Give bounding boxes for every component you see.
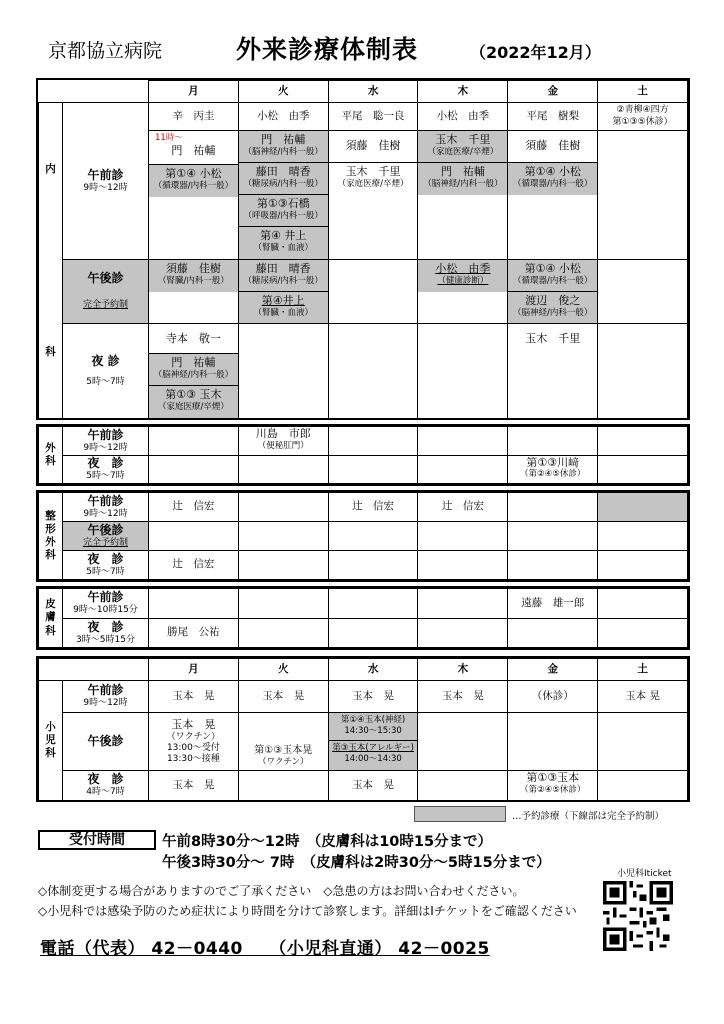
dept-geka xyxy=(39,427,63,484)
session-name: 夜 診 xyxy=(87,456,124,471)
doctor-name: 第①③ 玉木 xyxy=(165,388,222,401)
seikei-pm-sat xyxy=(598,522,688,551)
session-pm xyxy=(63,260,149,324)
dept-shoni xyxy=(39,681,63,801)
specialty: （脳神経/内科一般） xyxy=(153,369,234,380)
doctor-name: 玉本 晃 xyxy=(171,717,216,731)
session-ev xyxy=(63,771,149,801)
dept-char: 外 xyxy=(45,441,56,454)
dept-char: 科 xyxy=(45,346,56,358)
hifu-ev-wed xyxy=(328,618,418,648)
dept-char: 科 xyxy=(45,549,56,562)
doctor-name: 第①④玉本(神経) xyxy=(340,715,406,725)
session-name: 午前診 xyxy=(87,493,124,508)
sat-doctors: ②青柳④四方 xyxy=(616,105,669,116)
geka-am-mon xyxy=(149,427,239,456)
hospital-name: 京都協立病院 xyxy=(48,40,163,62)
session-name: 午前診 xyxy=(87,683,124,698)
specialty: （家庭医療/卒煙） xyxy=(157,401,229,412)
seikei-am-sat xyxy=(598,493,688,522)
shoni-am-mon: 玉本 晃 xyxy=(149,681,239,713)
doctor-name: 第①③玉本 xyxy=(526,771,580,784)
dept-char: 形 xyxy=(45,522,56,535)
naika-am-thu xyxy=(418,131,508,260)
specialty: （脳神経/内科一般） xyxy=(513,307,593,318)
day-tue: 火 xyxy=(238,81,328,103)
seikei-ev-fri xyxy=(508,551,598,580)
specialty: （便秘肛門） xyxy=(257,440,309,451)
shoni-am-tue: 玉本 晃 xyxy=(238,681,328,713)
cell-thu-top: 小松 由季 xyxy=(418,103,508,131)
specialty: （腎臓・血液） xyxy=(253,307,313,318)
shoni-ev-wed: 玉本 晃 xyxy=(328,771,418,801)
phone-numbers: 電話（代表） 42－0440 （小児科直通） 42－0025 xyxy=(40,939,490,959)
shoni-pm-wed xyxy=(328,713,418,771)
reception-pm: 午後3時30分～ 7時 （皮膚科は2時30分～5時15分まで） xyxy=(162,855,551,871)
session-am xyxy=(63,493,149,522)
session-name: 夜 診 xyxy=(87,619,124,634)
note-2: ◇小児科では感染予防のため症状により時間を分けて診察します。詳細はIチケットをご確認ください xyxy=(38,904,577,918)
session-ev xyxy=(63,551,149,580)
naika-ev-mon xyxy=(149,324,239,420)
geka-am-tue xyxy=(238,427,328,456)
dept-char: 整 xyxy=(45,509,56,522)
doctor-name: 門 祐輔 xyxy=(171,143,216,157)
cell-wed-top: 平尾 聡一良 xyxy=(328,103,418,131)
specialty: （脳神経/内科一般） xyxy=(423,178,503,189)
day-wed: 水 xyxy=(328,81,418,103)
qr-code-icon[interactable] xyxy=(603,881,673,951)
geka-am-wed xyxy=(328,427,418,456)
shoni-pm-thu xyxy=(418,713,508,771)
dept-char: 膚 xyxy=(45,611,56,624)
qr-label: 小児科Iticket xyxy=(617,869,672,879)
seikei-ev-sat xyxy=(598,551,688,580)
doctor-name: 寺本 敬一 xyxy=(165,332,221,345)
naika-pm-wed xyxy=(328,260,418,324)
doctor-name: 玉木 千里 xyxy=(525,332,581,345)
detail: 13:00～受付 xyxy=(166,742,220,753)
doctor-name: 第④ 井上 xyxy=(260,229,307,242)
doctor-name: 川島 市郎 xyxy=(255,427,311,440)
hifu-am-tue xyxy=(238,589,328,619)
naika-ev-thu xyxy=(418,324,508,420)
session-name: 午前診 xyxy=(87,167,124,182)
time-note: 11時～ xyxy=(155,133,183,143)
session-am xyxy=(63,589,149,619)
cell-fri-top: 平尾 樹梨 xyxy=(508,103,598,131)
session-note: 完全予約制 xyxy=(82,537,128,548)
geka-block xyxy=(36,424,690,486)
shoni-am-thu: 玉本 晃 xyxy=(418,681,508,713)
dept-char: 科 xyxy=(45,455,56,467)
naika-ev-fri xyxy=(508,324,598,420)
specialty: （循環器/内科一般） xyxy=(153,180,234,191)
doctor-name: 須藤 佳樹 xyxy=(165,262,221,275)
session-time: 5時～7時 xyxy=(86,471,125,482)
detail: （ワクチン） xyxy=(166,731,221,742)
geka-am-sat xyxy=(598,427,688,456)
shoni-pm-mon xyxy=(149,713,239,771)
naika-am-mon xyxy=(149,131,239,260)
doctor-name: 玉木 千里 xyxy=(345,165,401,178)
hifu-ev-tue xyxy=(238,618,328,648)
doctor-name: 第①④ 小松 xyxy=(165,167,222,180)
session-name: 午後診 xyxy=(87,734,124,748)
shoni-ev-tue xyxy=(238,771,328,801)
hifu-ev-thu xyxy=(418,618,508,648)
dept-char: 科 xyxy=(45,747,56,760)
doctor-name: 第①④ 小松 xyxy=(524,262,581,275)
session-time: 4時～7時 xyxy=(86,787,125,798)
seikei-pm-fri xyxy=(508,522,598,551)
specialty: （第②④⑤休診） xyxy=(520,469,586,480)
session-time: 9時～10時15分 xyxy=(73,605,138,616)
naika-am-sat xyxy=(598,131,688,260)
day-fri: 金 xyxy=(508,81,598,103)
shoni-pm-sat xyxy=(598,713,688,771)
session-pm xyxy=(63,522,149,551)
dept-char: 外 xyxy=(45,536,56,548)
session-name: 午後診 xyxy=(87,271,124,286)
seikei-ev-thu xyxy=(418,551,508,580)
dept-char: 科 xyxy=(45,624,56,637)
geka-am-fri xyxy=(508,427,598,456)
doctor-name: 門 祐輔 xyxy=(440,165,485,178)
detail: 13:30～接種 xyxy=(166,754,220,764)
shoni-pm-tue xyxy=(238,713,328,771)
naika-pm-thu xyxy=(418,260,508,324)
day-thu: 木 xyxy=(418,81,508,103)
geka-ev-fri xyxy=(508,455,598,484)
seikei-ev-tue xyxy=(238,551,328,580)
specialty: （脳神経/内科一般） xyxy=(243,146,323,157)
doctor-name: 須藤 佳樹 xyxy=(345,139,401,152)
doctor-name: 第③玉本(アレルギー) xyxy=(332,743,414,753)
session-name: 夜 診 xyxy=(91,354,120,369)
session-time: 9時～12時 xyxy=(83,182,128,193)
hifu-ev-sat xyxy=(598,618,688,648)
session-time: 5時～7時 xyxy=(86,566,125,577)
dept-char: 小 xyxy=(45,720,56,733)
geka-ev-sat xyxy=(598,455,688,484)
naika-ev-sat xyxy=(598,324,688,420)
seikei-ev-wed xyxy=(328,551,418,580)
day-sat: 土 xyxy=(598,81,688,103)
naika-am-fri xyxy=(508,131,598,260)
session-name: 午前診 xyxy=(87,590,124,605)
session-time: 9時～12時 xyxy=(83,698,128,709)
shoni-ev-sat xyxy=(598,771,688,801)
shoni-pm-fri xyxy=(508,713,598,771)
doctor-name: 藤田 晴香 xyxy=(255,165,311,178)
seikei-pm-tue xyxy=(238,522,328,551)
day-mon: 月 xyxy=(149,659,239,681)
dept-char: 内 xyxy=(45,162,56,175)
day-mon: 月 xyxy=(149,81,239,103)
specialty: （家庭医療/卒煙） xyxy=(427,146,499,157)
naika-pm-tue xyxy=(238,260,328,324)
naika-pm-fri xyxy=(508,260,598,324)
geka-am-thu xyxy=(418,427,508,456)
day-fri: 金 xyxy=(508,659,598,681)
legend-swatch xyxy=(414,806,506,822)
session-am xyxy=(63,103,149,260)
shoni-am-sat: 玉本 晃 xyxy=(598,681,688,713)
dept-hifu xyxy=(39,589,63,648)
doctor-name: 第①③川﨑 xyxy=(526,455,580,469)
detail: 14:30～15:30 xyxy=(344,725,402,736)
shoni-block xyxy=(36,656,690,802)
geka-ev-mon xyxy=(149,455,239,484)
cell-tue-top: 小松 由季 xyxy=(238,103,328,131)
legend-text: …予約診療（下線部は完全予約制） xyxy=(512,811,665,822)
doctor-name: 第①③石橋 xyxy=(256,197,310,210)
session-ev xyxy=(63,455,149,484)
shoni-am-wed: 玉本 晃 xyxy=(328,681,418,713)
hifu-block xyxy=(36,586,690,650)
seikei-am-mon: 辻 信宏 xyxy=(149,493,239,522)
shoni-ev-thu xyxy=(418,771,508,801)
specialty: （循環器/内科一般） xyxy=(513,275,593,286)
geka-ev-tue xyxy=(238,455,328,484)
doctor-name: 第④井上 xyxy=(261,294,305,307)
hifu-am-sat xyxy=(598,589,688,619)
detail: （ワクチン） xyxy=(257,757,309,768)
specialty: （家庭医療/卒煙） xyxy=(337,178,409,189)
geka-ev-thu xyxy=(418,455,508,484)
dept-char: 児 xyxy=(45,733,56,746)
day-wed: 水 xyxy=(328,659,418,681)
hifu-am-thu xyxy=(418,589,508,619)
specialty: （糖尿病/内科一般） xyxy=(243,178,323,189)
hifu-am-fri: 遠藤 雄一郎 xyxy=(508,589,598,619)
session-name: 午後診 xyxy=(87,522,124,537)
specialty: （健康診断） xyxy=(437,275,489,286)
naika-ev-tue xyxy=(238,324,328,420)
day-tue: 火 xyxy=(238,659,328,681)
doctor-name: 第①④ 小松 xyxy=(524,165,581,178)
hifu-ev-mon: 勝尾 公祐 xyxy=(149,618,239,648)
session-ev xyxy=(63,324,149,420)
cell-sat-top xyxy=(598,103,688,131)
geka-ev-wed xyxy=(328,455,418,484)
naika-block xyxy=(36,78,690,420)
detail: 14:00～14:30 xyxy=(344,753,402,764)
seikei-pm-wed xyxy=(328,522,418,551)
seikei-am-fri xyxy=(508,493,598,522)
specialty: （腎臓・血液） xyxy=(253,242,313,253)
naika-pm-sat xyxy=(598,260,688,324)
session-am xyxy=(63,681,149,713)
doctor-name: 藤田 晴香 xyxy=(255,262,311,275)
day-thu: 木 xyxy=(418,659,508,681)
session-name: 夜 診 xyxy=(87,772,124,787)
schedule-date: （2022年12月） xyxy=(470,43,601,62)
session-time: 9時～12時 xyxy=(83,508,128,519)
dept-char: 皮 xyxy=(45,598,56,611)
doctor-name: 門 祐輔 xyxy=(261,133,306,146)
session-am xyxy=(63,427,149,456)
doctor-name: 渡辺 俊之 xyxy=(525,294,581,307)
session-name: 夜 診 xyxy=(87,551,124,566)
seikei-am-wed: 辻 信宏 xyxy=(328,493,418,522)
specialty: （糖尿病/内科一般） xyxy=(243,275,323,286)
session-pm xyxy=(63,713,149,771)
session-time: 5時～7時 xyxy=(86,377,125,388)
seikei-pm-thu xyxy=(418,522,508,551)
specialty: （腎臓/内科一般） xyxy=(157,275,229,286)
session-ev xyxy=(63,618,149,648)
hifu-ev-fri xyxy=(508,618,598,648)
page-title: 外来診療体制表 xyxy=(236,35,419,64)
seikei-am-thu: 辻 信宏 xyxy=(418,493,508,522)
hifu-am-wed xyxy=(328,589,418,619)
day-header-row xyxy=(39,81,688,103)
naika-am-tue xyxy=(238,131,328,260)
cell-mon-top: 辛 丙圭 xyxy=(149,103,239,131)
session-name: 午前診 xyxy=(87,427,124,442)
hifu-am-mon xyxy=(149,589,239,619)
naika-pm-mon xyxy=(149,260,239,324)
session-time: 3時～5時15分 xyxy=(76,634,135,645)
specialty: （呼吸器/内科一般） xyxy=(243,210,323,221)
dept-naika xyxy=(39,103,63,420)
doctor-name: 須藤 佳樹 xyxy=(525,139,581,152)
doctor-name: 玉木 千里 xyxy=(435,133,491,146)
doctor-name: 第①③玉本晃 xyxy=(254,744,313,756)
shoni-ev-mon: 玉本 晃 xyxy=(149,771,239,801)
session-time: 9時～12時 xyxy=(83,442,128,453)
day-sat: 土 xyxy=(598,659,688,681)
reception-am: 午前8時30分～12時 （皮膚科は10時15分まで） xyxy=(162,834,493,850)
session-note: 完全予約制 xyxy=(82,300,128,311)
naika-am-wed xyxy=(328,131,418,260)
shoni-am-fri: （休診） xyxy=(508,681,598,713)
specialty: （第②④⑤休診） xyxy=(520,784,586,795)
note-1: ◇体制変更する場合がありますのでご了承ください ◇急患の方はお問い合わせください。 xyxy=(38,884,525,898)
specialty: （循環器/内科一般） xyxy=(513,178,593,189)
dept-seikei xyxy=(39,493,63,580)
seikei-am-tue xyxy=(238,493,328,522)
reception-label: 受付時間 xyxy=(38,830,156,850)
seikei-pm-mon xyxy=(149,522,239,551)
seikei-ev-mon: 辻 信宏 xyxy=(149,551,239,580)
sat-note: 第①③⑤休診） xyxy=(612,116,673,127)
doctor-name: 門 祐輔 xyxy=(171,356,216,369)
seikei-block xyxy=(36,490,690,582)
naika-ev-wed xyxy=(328,324,418,420)
shoni-ev-fri xyxy=(508,771,598,801)
doctor-name: 小松 由季 xyxy=(435,262,491,275)
